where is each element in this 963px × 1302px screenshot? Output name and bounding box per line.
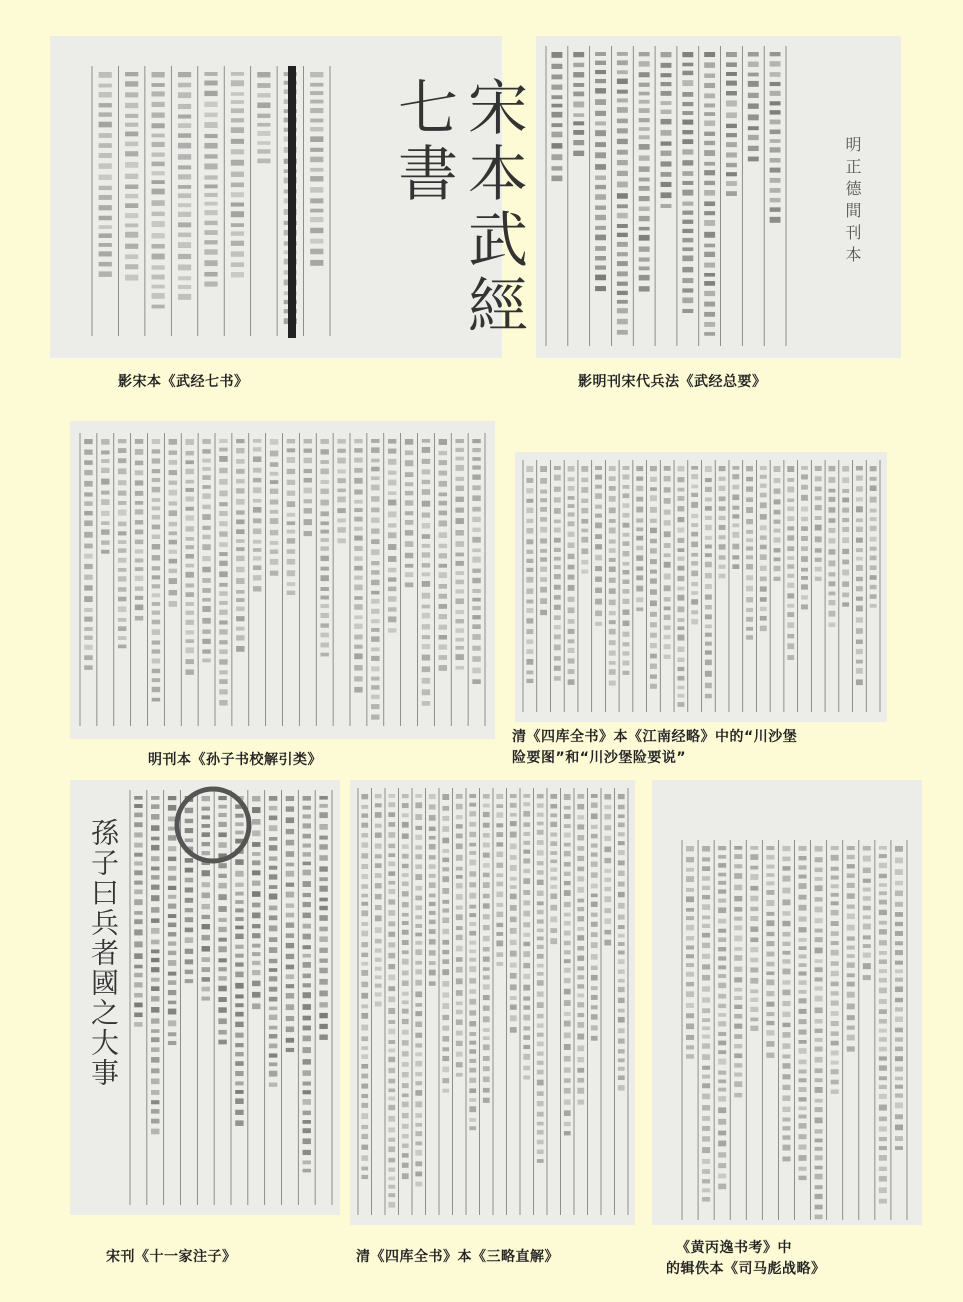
book-title-glyphs: 孫子曰兵者國之大事 bbox=[87, 818, 120, 1088]
caption-wujing-zongyao: 影明刊宋代兵法《武经总要》 bbox=[578, 374, 767, 390]
photo-sanlue-zhijie bbox=[350, 780, 635, 1225]
photo-wujing-qishu bbox=[50, 36, 528, 358]
caption-shiyijia-zhu: 宋刊《十一家注子》 bbox=[106, 1249, 237, 1265]
scan-texture bbox=[515, 452, 887, 722]
book-title-glyphs: 宋本武經七書 bbox=[388, 76, 528, 340]
photo-shiyijia-zhu bbox=[70, 780, 340, 1215]
side-inscription: 明正德間刊本 bbox=[843, 136, 862, 268]
scan-texture bbox=[652, 780, 922, 1225]
scan-texture bbox=[70, 421, 495, 739]
photo-sunzi-jiaojie bbox=[70, 421, 495, 739]
caption-sima-biao-line2: 的辑佚本《司马彪战略》 bbox=[666, 1261, 826, 1277]
photo-jiangnan-jinglue bbox=[515, 452, 887, 722]
caption-sima-biao-line1: 《黄丙逸书考》中 bbox=[676, 1240, 792, 1256]
caption-sanlue-zhijie: 清《四库全书》本《三略直解》 bbox=[356, 1249, 559, 1265]
scan-texture bbox=[350, 780, 635, 1225]
caption-jiangnan-jinglue-line1: 清《四库全书》本《江南经略》中的“川沙堡 bbox=[512, 729, 798, 745]
caption-wujing-qishu: 影宋本《武经七书》 bbox=[118, 374, 249, 390]
caption-sunzi-jiaojie: 明刊本《孙子书校解引类》 bbox=[148, 752, 322, 768]
photo-sima-biao bbox=[652, 780, 922, 1225]
caption-jiangnan-jinglue-line2: 险要图”和“川沙堡险要说” bbox=[512, 750, 687, 766]
photo-wujing-zongyao bbox=[536, 36, 901, 358]
